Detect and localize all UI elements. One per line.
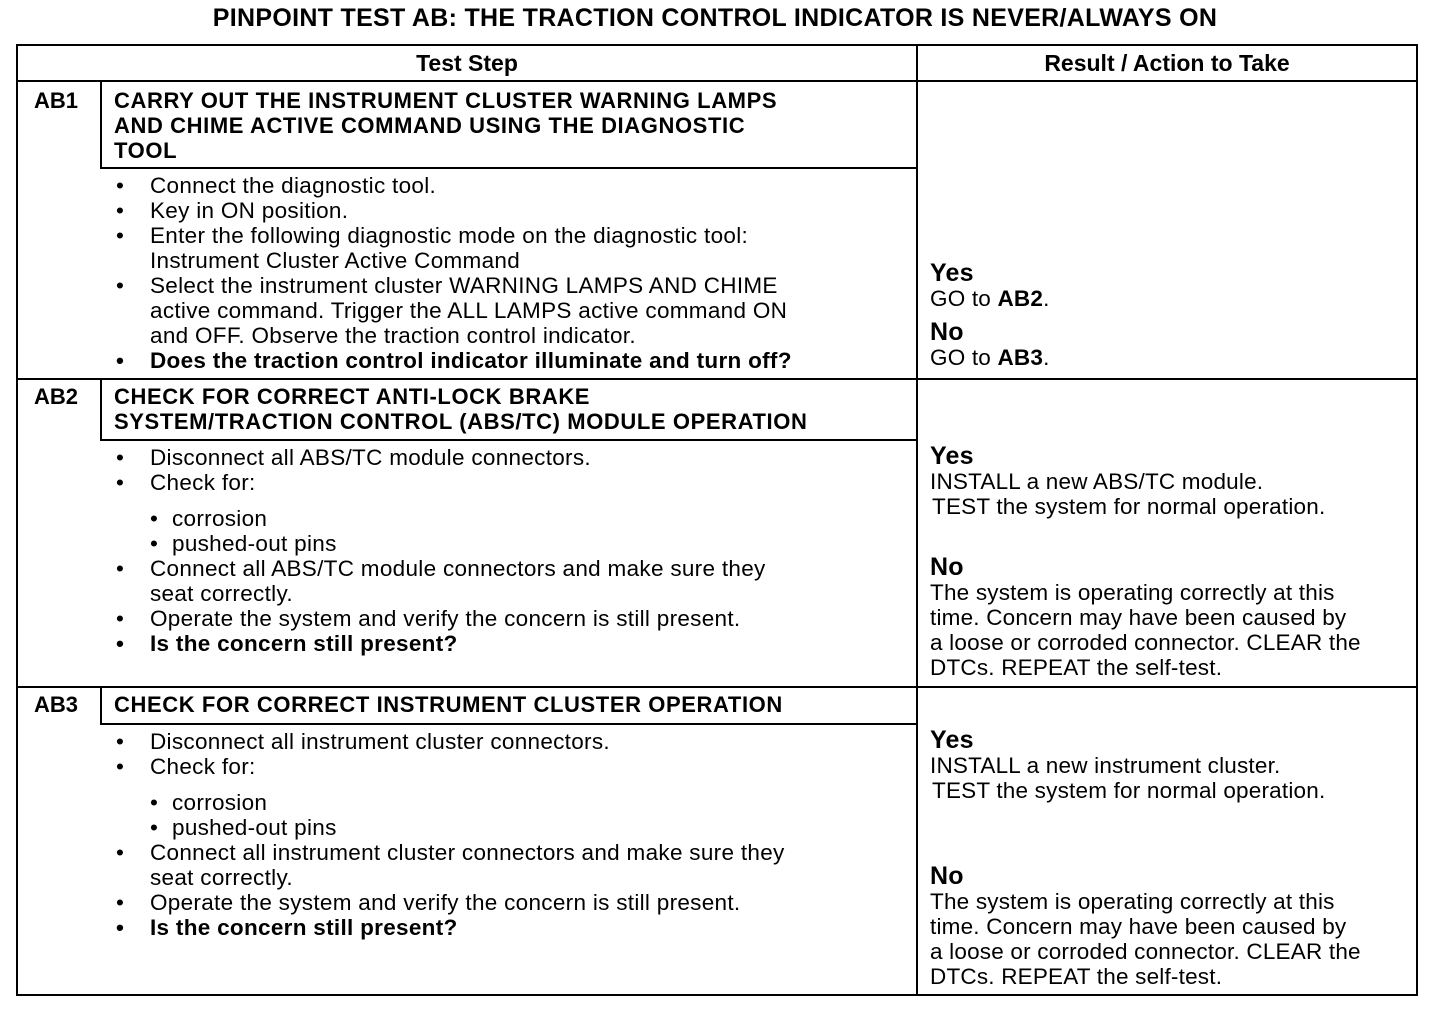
id-divider-ab2 bbox=[100, 379, 102, 441]
yes-action: INSTALL a new instrument cluster. bbox=[930, 753, 1281, 778]
id-divider-ab3 bbox=[100, 687, 102, 724]
step-list-ab2 bbox=[114, 445, 766, 656]
header-test-step: Test Step bbox=[416, 50, 518, 76]
sub-list-item: • corrosion bbox=[150, 790, 268, 815]
yes-action: TEST the system for normal operation. bbox=[932, 494, 1326, 519]
id-divider-ab1 bbox=[100, 82, 102, 168]
list-item: • Disconnect all ABS/TC module connectors. bbox=[116, 445, 591, 470]
no-label: No bbox=[930, 553, 964, 581]
step-id-ab1: AB1 bbox=[34, 88, 79, 113]
no-label: No bbox=[930, 862, 964, 890]
header-rule bbox=[18, 80, 1416, 82]
step-id-ab2: AB2 bbox=[34, 384, 79, 409]
yes-action: GO to AB2. bbox=[930, 286, 1050, 311]
step-list-ab3 bbox=[114, 729, 785, 940]
step-title-ab3: CHECK FOR CORRECT INSTRUMENT CLUSTER OPERATION bbox=[114, 692, 783, 717]
list-item: • Check for: bbox=[116, 754, 256, 779]
list-item-continuation: seat correctly. bbox=[150, 865, 293, 890]
result-ab3-no bbox=[930, 863, 1361, 989]
list-item-question: • Does the traction control indicator illuminate and turn off? bbox=[116, 348, 792, 373]
yes-label: Yes bbox=[930, 726, 974, 754]
yes-label: Yes bbox=[930, 442, 974, 470]
list-item: • Disconnect all instrument cluster connectors. bbox=[116, 729, 610, 754]
list-item-continuation: active command. Trigger the ALL LAMPS active command ON bbox=[150, 298, 788, 323]
no-action: time. Concern may have been caused by bbox=[930, 605, 1347, 630]
yes-action: TEST the system for normal operation. bbox=[932, 778, 1326, 803]
pinpoint-test-table bbox=[16, 44, 1418, 996]
no-action: DTCs. REPEAT the self-test. bbox=[930, 964, 1223, 989]
list-item-continuation: Instrument Cluster Active Command bbox=[150, 248, 521, 273]
step-title-ab1: CARRY OUT THE INSTRUMENT CLUSTER WARNING LAMPS AND CHIME ACTIVE COMMAND USING THE DIAGNOSTIC TOOL bbox=[114, 88, 778, 163]
list-item: • Connect all instrument cluster connectors and make sure they bbox=[116, 840, 785, 865]
list-item: • Select the instrument cluster WARNING LAMPS AND CHIME bbox=[116, 273, 778, 298]
no-action: time. Concern may have been caused by bbox=[930, 914, 1347, 939]
column-divider bbox=[916, 46, 918, 994]
no-action: DTCs. REPEAT the self-test. bbox=[930, 655, 1223, 680]
list-item: • Connect all ABS/TC module connectors and make sure they bbox=[116, 556, 766, 581]
list-item-continuation: seat correctly. bbox=[150, 581, 293, 606]
step-title-ab2: CHECK FOR CORRECT ANTI-LOCK BRAKE SYSTEM/TRACTION CONTROL (ABS/TC) MODULE OPERATION bbox=[114, 384, 808, 434]
ab1-title-rule bbox=[100, 167, 916, 169]
sub-list-item: • corrosion bbox=[150, 506, 268, 531]
list-item-question: • Is the concern still present? bbox=[116, 631, 458, 656]
ab3-rule bbox=[18, 686, 1416, 688]
ab3-title-rule bbox=[100, 723, 916, 725]
ab2-rule bbox=[18, 378, 1416, 380]
no-action: a loose or corroded connector. CLEAR the bbox=[930, 939, 1361, 964]
no-action: a loose or corroded connector. CLEAR the bbox=[930, 630, 1361, 655]
result-ab1 bbox=[930, 260, 1050, 370]
result-ab2 bbox=[930, 443, 1325, 519]
step-id-ab3: AB3 bbox=[34, 692, 79, 717]
sub-list-item: • pushed-out pins bbox=[150, 815, 337, 840]
list-item-question: • Is the concern still present? bbox=[116, 915, 458, 940]
list-item: • Check for: bbox=[116, 470, 256, 495]
result-ab3 bbox=[930, 727, 1325, 803]
no-action: GO to AB3. bbox=[930, 345, 1050, 370]
ab2-title-rule bbox=[100, 439, 916, 441]
step-list-ab1 bbox=[114, 173, 792, 373]
no-label: No bbox=[930, 318, 964, 346]
yes-action: INSTALL a new ABS/TC module. bbox=[930, 469, 1264, 494]
sub-list-item: • pushed-out pins bbox=[150, 531, 337, 556]
yes-label: Yes bbox=[930, 259, 974, 287]
result-ab2-no bbox=[930, 554, 1361, 680]
header-result: Result / Action to Take bbox=[1044, 50, 1290, 76]
list-item: • Operate the system and verify the concern is still present. bbox=[116, 890, 741, 915]
page-title: PINPOINT TEST AB: THE TRACTION CONTROL INDICATOR IS NEVER/ALWAYS ON bbox=[212, 4, 1218, 32]
list-item: • Enter the following diagnostic mode on the diagnostic tool: bbox=[116, 223, 749, 248]
list-item-continuation: and OFF. Observe the traction control indicator. bbox=[150, 323, 636, 348]
list-item: • Key in ON position. bbox=[116, 198, 349, 223]
no-action: The system is operating correctly at this bbox=[930, 580, 1335, 605]
list-item: • Operate the system and verify the concern is still present. bbox=[116, 606, 741, 631]
list-item: • Connect the diagnostic tool. bbox=[116, 173, 437, 198]
no-action: The system is operating correctly at this bbox=[930, 889, 1335, 914]
